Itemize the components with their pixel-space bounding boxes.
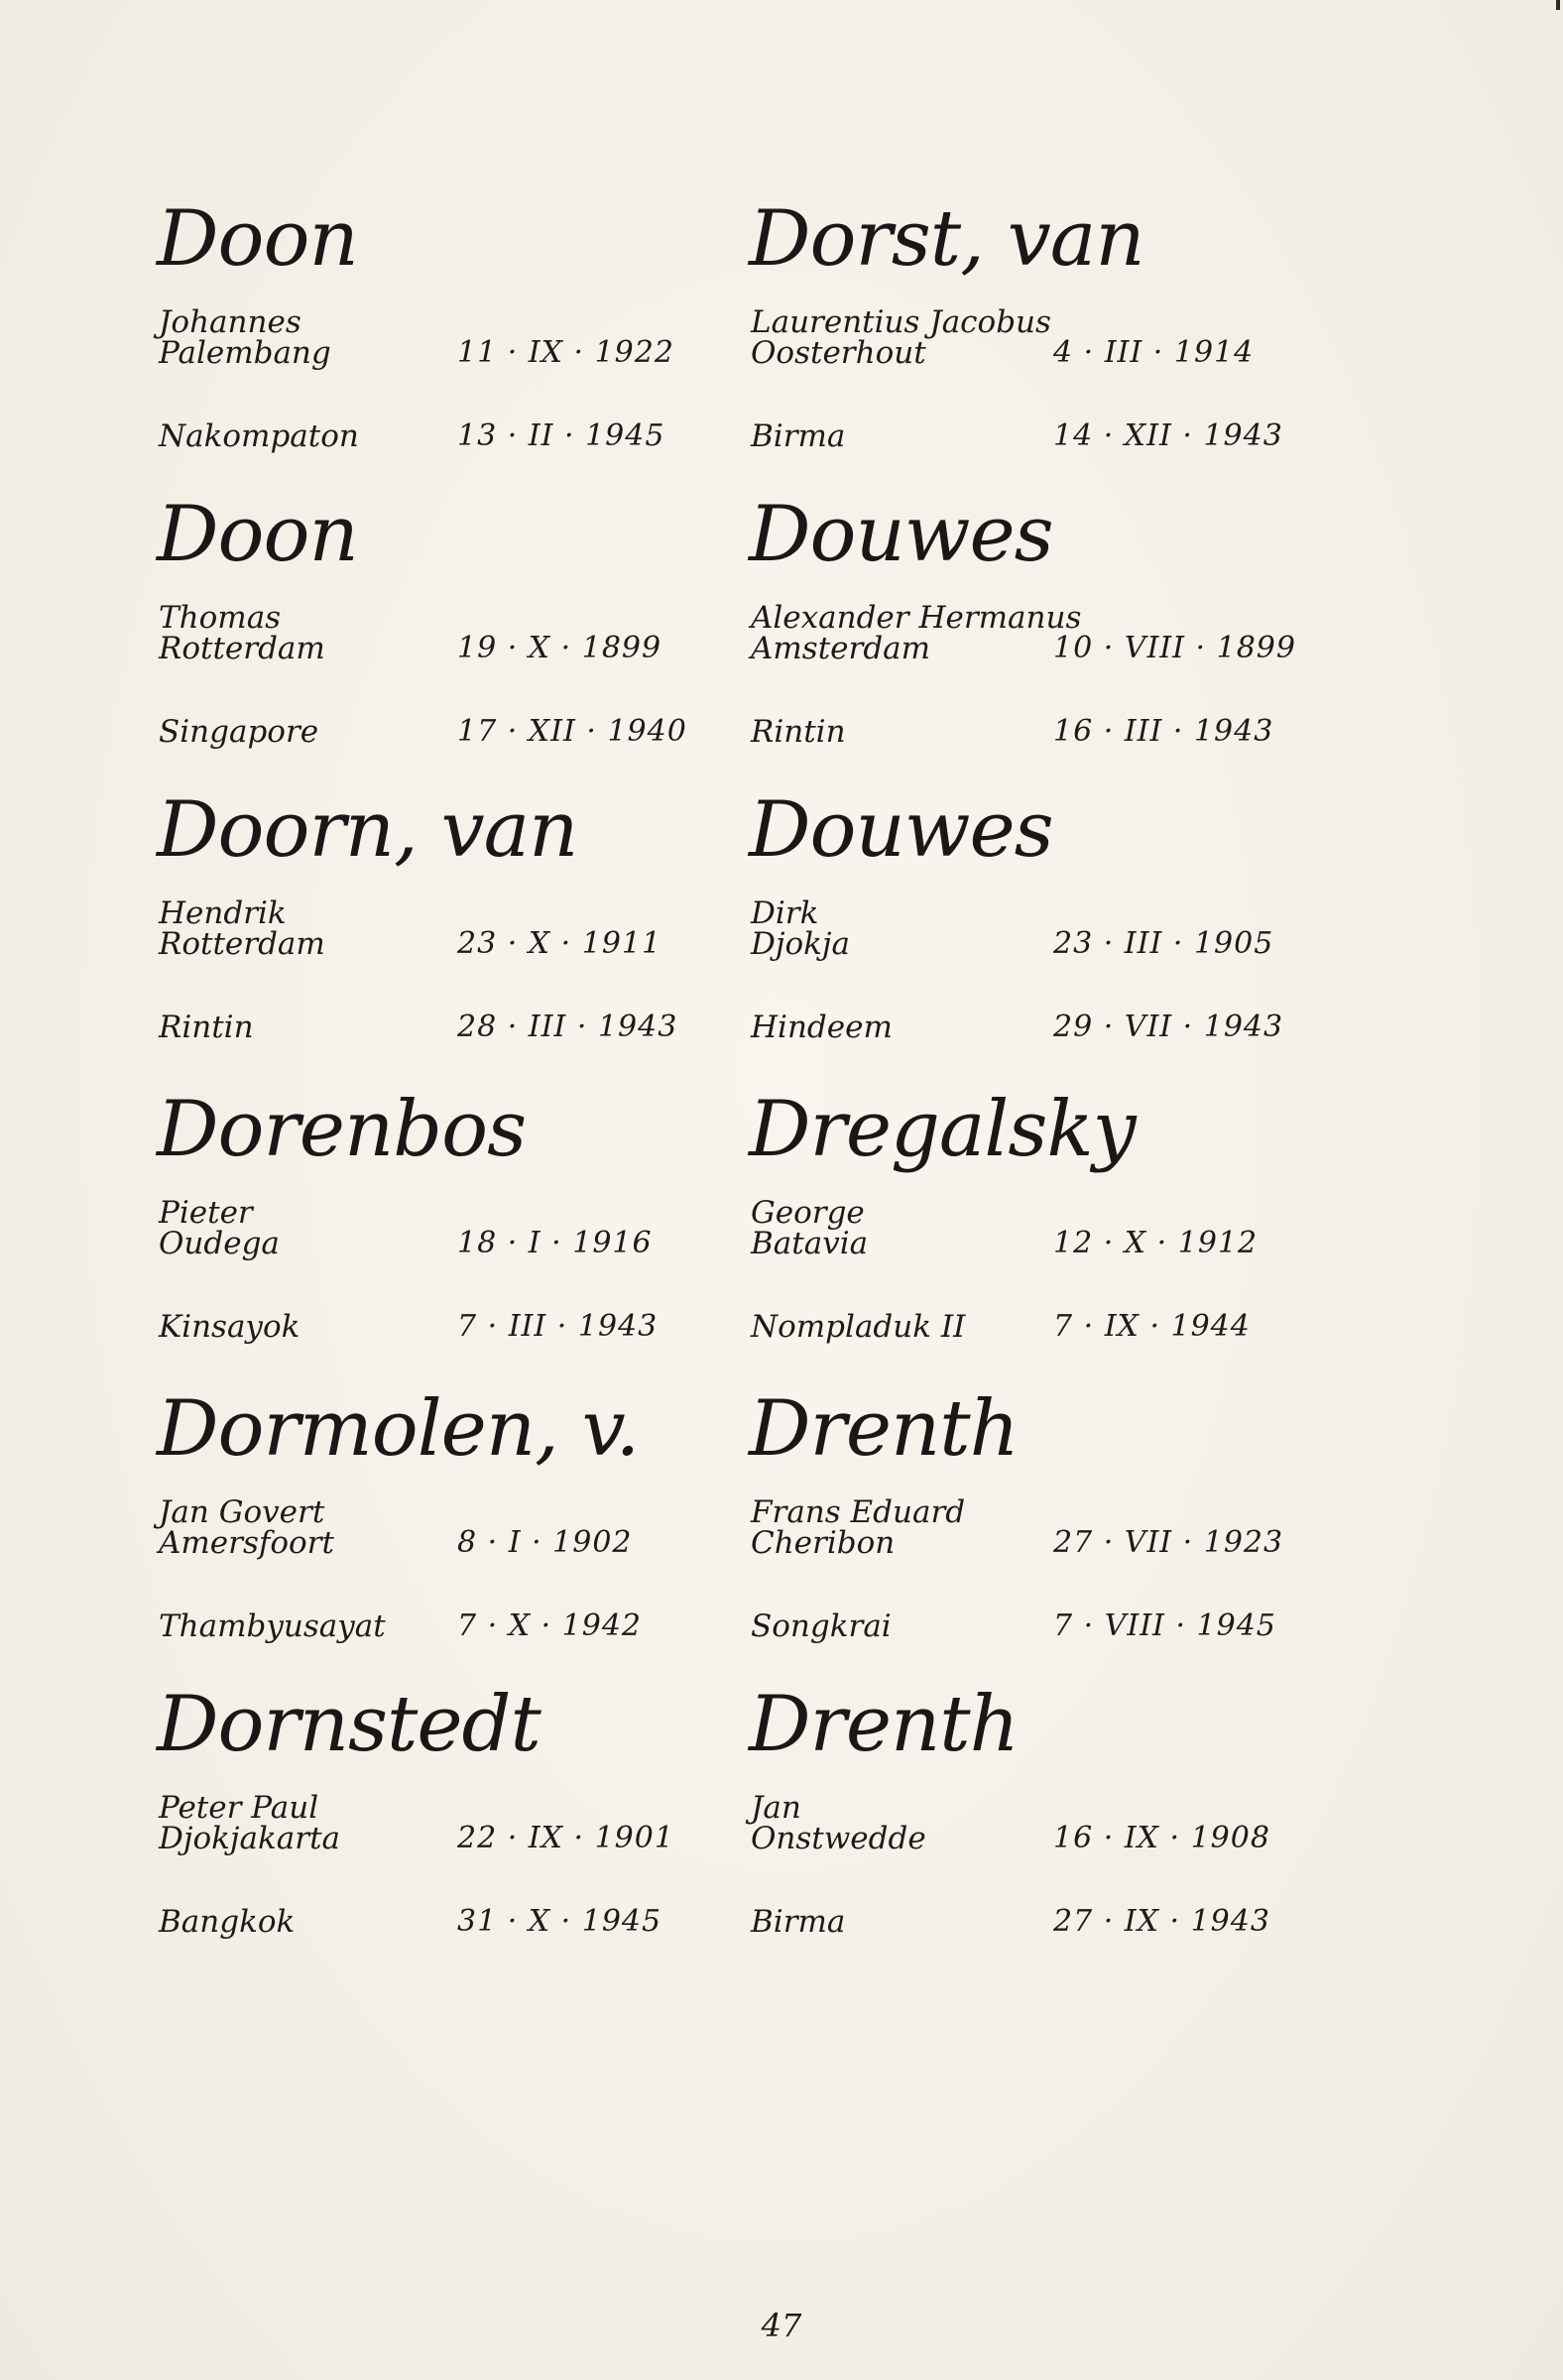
birth-line — [157, 1224, 712, 1263]
death-date: 7 · IX · 1944 — [1053, 1309, 1251, 1344]
death-line — [157, 1606, 712, 1646]
given-names: Jan Govert — [159, 1494, 325, 1530]
surname: Douwes — [749, 490, 1053, 579]
death-place: Rintin — [159, 1010, 254, 1045]
death-line — [749, 1902, 1304, 1942]
surname: Drenth — [749, 1384, 1019, 1474]
death-line — [157, 1902, 712, 1942]
page-edge-mark — [1556, 0, 1560, 10]
birth-date: 19 · X · 1899 — [457, 631, 662, 665]
birth-date: 18 · I · 1916 — [457, 1226, 653, 1260]
birth-line — [157, 629, 712, 668]
given-names: Dirk — [751, 895, 819, 931]
birth-line — [749, 1819, 1304, 1858]
birth-place: Batavia — [751, 1226, 869, 1261]
surname: Dorenbos — [157, 1085, 527, 1174]
surname: Dregalsky — [749, 1085, 1136, 1174]
birth-date: 10 · VIII · 1899 — [1053, 631, 1296, 665]
death-date: 27 · IX · 1943 — [1053, 1904, 1270, 1939]
given-names: Johannes — [159, 304, 301, 340]
birth-place: Djokjakarta — [159, 1821, 341, 1856]
birth-line — [749, 333, 1304, 373]
given-names: Jan — [751, 1790, 801, 1826]
death-date: 7 · VIII · 1945 — [1053, 1608, 1276, 1643]
birth-date: 8 · I · 1902 — [457, 1525, 633, 1560]
given-names: Laurentius Jacobus — [751, 304, 1051, 340]
birth-line — [157, 333, 712, 373]
death-place: Birma — [751, 418, 846, 454]
death-place: Nompladuk II — [751, 1309, 966, 1345]
name-entry — [157, 194, 732, 498]
death-date: 29 · VII · 1943 — [1053, 1010, 1284, 1044]
name-entry — [157, 1680, 732, 1983]
birth-date: 16 · IX · 1908 — [1053, 1821, 1270, 1855]
name-entry — [157, 490, 732, 793]
death-place: Singapore — [159, 714, 319, 750]
name-entry — [157, 1384, 732, 1688]
death-line — [749, 416, 1304, 456]
birth-date: 11 · IX · 1922 — [457, 335, 674, 370]
birth-date: 12 · X · 1912 — [1053, 1226, 1259, 1260]
death-place: Rintin — [751, 714, 846, 750]
death-place: Songkrai — [751, 1608, 892, 1644]
death-line — [749, 1606, 1304, 1646]
death-line — [157, 1008, 712, 1047]
name-entry — [749, 1085, 1324, 1388]
birth-date: 23 · X · 1911 — [457, 926, 662, 961]
death-line — [749, 1008, 1304, 1047]
given-names: Hendrik — [159, 895, 287, 931]
page-number: 47 — [761, 2307, 802, 2344]
name-entry — [749, 785, 1324, 1089]
given-names: Frans Eduard — [751, 1494, 966, 1530]
name-entry — [749, 1680, 1324, 1983]
death-date: 16 · III · 1943 — [1053, 714, 1274, 749]
death-line — [157, 1307, 712, 1347]
birth-date: 23 · III · 1905 — [1053, 926, 1274, 961]
name-entry — [157, 785, 732, 1089]
birth-place: Palembang — [159, 335, 331, 371]
death-line — [157, 712, 712, 752]
birth-line — [157, 924, 712, 964]
name-entry — [749, 1384, 1324, 1688]
death-place: Hindeem — [751, 1010, 893, 1045]
birth-date: 22 · IX · 1901 — [457, 1821, 674, 1855]
death-date: 7 · III · 1943 — [457, 1309, 659, 1344]
given-names: Peter Paul — [159, 1790, 319, 1826]
birth-place: Oosterhout — [751, 335, 926, 371]
given-names: Alexander Hermanus — [751, 600, 1082, 636]
name-entry — [749, 490, 1324, 793]
birth-place: Amersfoort — [159, 1525, 334, 1561]
surname: Douwes — [749, 785, 1053, 875]
birth-place: Onstwedde — [751, 1821, 926, 1856]
death-date: 14 · XII · 1943 — [1053, 418, 1283, 453]
birth-line — [749, 924, 1304, 964]
birth-place: Rotterdam — [159, 631, 325, 666]
death-place: Kinsayok — [159, 1309, 301, 1345]
death-date: 7 · X · 1942 — [457, 1608, 643, 1643]
birth-place: Oudega — [159, 1226, 280, 1261]
surname: Drenth — [749, 1680, 1019, 1769]
death-place: Bangkok — [159, 1904, 296, 1940]
birth-place: Djokja — [751, 926, 851, 962]
birth-place: Rotterdam — [159, 926, 325, 962]
birth-line — [749, 629, 1304, 668]
death-line — [749, 1307, 1304, 1347]
death-line — [157, 416, 712, 456]
given-names: Pieter — [159, 1195, 253, 1231]
death-place: Nakompaton — [159, 418, 359, 454]
birth-line — [749, 1523, 1304, 1563]
given-names: Thomas — [159, 600, 282, 636]
death-place: Thambyusayat — [159, 1608, 386, 1644]
surname: Doorn, van — [157, 785, 578, 875]
death-place: Birma — [751, 1904, 846, 1940]
birth-line — [157, 1523, 712, 1563]
surname: Dornstedt — [157, 1680, 541, 1769]
birth-place: Cheribon — [751, 1525, 896, 1561]
birth-date: 4 · III · 1914 — [1053, 335, 1255, 370]
death-line — [749, 712, 1304, 752]
surname: Dorst, van — [749, 194, 1144, 284]
death-date: 13 · II · 1945 — [457, 418, 665, 453]
birth-place: Amsterdam — [751, 631, 931, 666]
death-date: 17 · XII · 1940 — [457, 714, 687, 749]
death-date: 28 · III · 1943 — [457, 1010, 678, 1044]
surname: Dormolen, v. — [157, 1384, 640, 1474]
name-entry — [157, 1085, 732, 1388]
birth-line — [749, 1224, 1304, 1263]
birth-line — [157, 1819, 712, 1858]
birth-date: 27 · VII · 1923 — [1053, 1525, 1284, 1560]
name-entry — [749, 194, 1324, 498]
death-date: 31 · X · 1945 — [457, 1904, 662, 1939]
surname: Doon — [157, 490, 358, 579]
surname: Doon — [157, 194, 358, 284]
given-names: George — [751, 1195, 865, 1231]
